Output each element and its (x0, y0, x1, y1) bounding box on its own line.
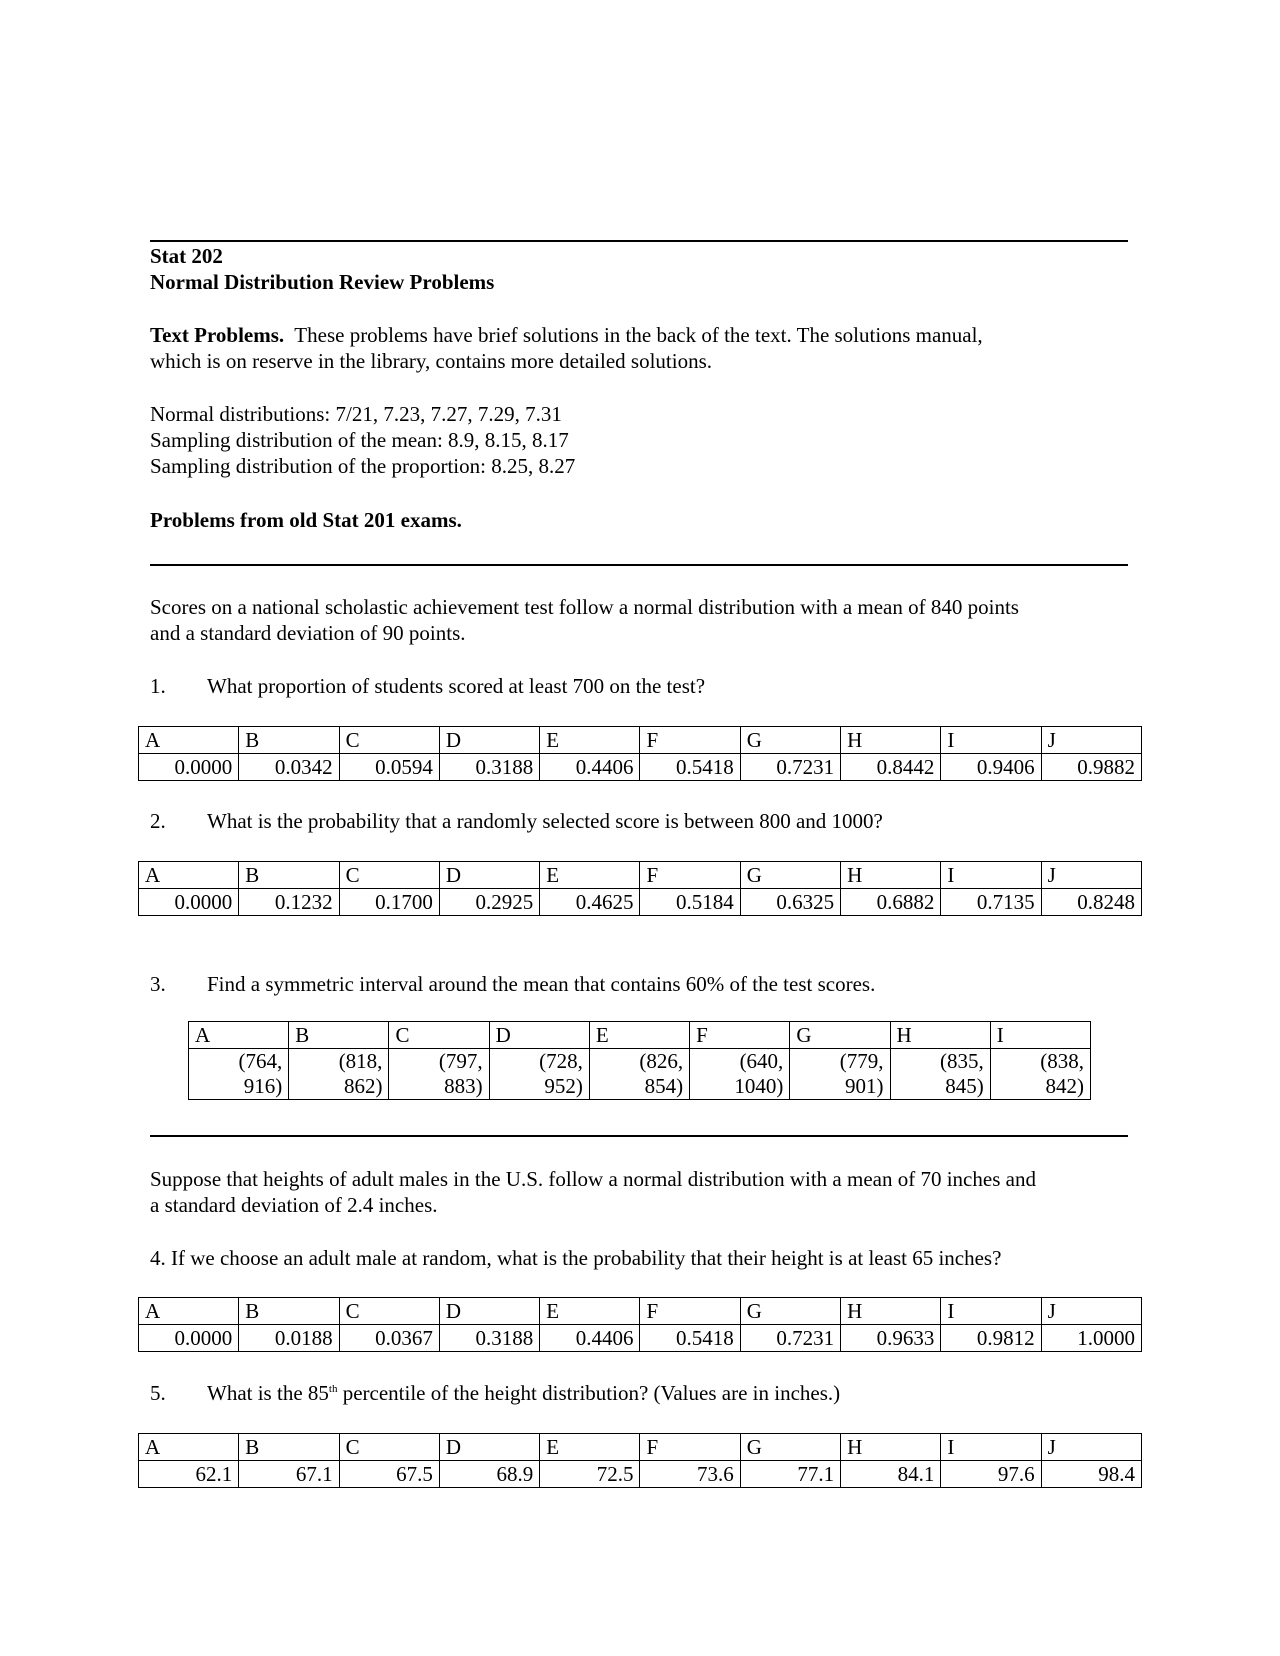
q2-option-f-value: 0.5184 (640, 889, 740, 916)
q2-option-g-label: G (740, 862, 840, 889)
q1-number: 1. (150, 674, 166, 698)
ref-sampling-proportion: Sampling distribution of the proportion: 8.25, 8.27 (150, 454, 576, 478)
q5-option-f-value: 73.6 (640, 1461, 740, 1488)
q1-option-a-value: 0.0000 (139, 754, 239, 781)
q5-option-e-value: 72.5 (540, 1461, 640, 1488)
q2-option-i-value: 0.7135 (941, 889, 1041, 916)
q3-option-f-value-top: (640, (739, 1049, 784, 1073)
q3-option-b-label: B (289, 1022, 389, 1049)
q5-option-a-value: 62.1 (139, 1461, 239, 1488)
ref-normal: Normal distributions: 7/21, 7.23, 7.27, 7.29, 7.31 (150, 402, 562, 426)
q1-option-d-value: 0.3188 (439, 754, 539, 781)
q1-option-h-label: H (841, 727, 941, 754)
q5-number: 5. (150, 1381, 166, 1405)
q2-option-c-value: 0.1700 (339, 889, 439, 916)
q3-option-b-value-top: (818, (338, 1049, 383, 1073)
q4-option-f-value: 0.5418 (640, 1325, 740, 1352)
q3-option-f-value (690, 1049, 790, 1100)
q5-value-row (139, 1461, 1142, 1488)
intro-line-2: which is on reserve in the library, contains more detailed solutions. (150, 349, 712, 373)
q4-answer-table (138, 1297, 1142, 1352)
q3-option-d-label: D (489, 1022, 589, 1049)
q2-option-c-label: C (339, 862, 439, 889)
q3-number: 3. (150, 972, 166, 996)
q3-option-b-value (289, 1049, 389, 1100)
q5-letter-row (139, 1434, 1142, 1461)
q3-option-b-value-bottom: 862) (343, 1074, 383, 1098)
q3-option-c-value-top: (797, (438, 1049, 483, 1073)
q3-option-g-value-bottom: 901) (845, 1074, 884, 1098)
q5-option-i-label: I (941, 1434, 1041, 1461)
q2-option-b-value: 0.1232 (239, 889, 339, 916)
old-exams-heading: Problems from old Stat 201 exams. (150, 508, 462, 532)
section-rule-1 (150, 564, 1128, 566)
q3-option-d-value-top: (728, (539, 1049, 583, 1073)
q4-option-b-label: B (239, 1298, 339, 1325)
q2-option-b-label: B (239, 862, 339, 889)
q1-option-b-label: B (239, 727, 339, 754)
q2-option-f-label: F (640, 862, 740, 889)
scenario1-line-2: and a standard deviation of 90 points. (150, 621, 466, 645)
q3-option-e-label: E (589, 1022, 689, 1049)
q3-option-d-value (489, 1049, 589, 1100)
q1-option-g-label: G (740, 727, 840, 754)
q5-option-c-value: 67.5 (339, 1461, 439, 1488)
q5-answer-table (138, 1433, 1142, 1488)
q2-option-a-value: 0.0000 (139, 889, 239, 916)
q3-option-a-value-top: (764, (238, 1049, 283, 1073)
q3-option-c-label: C (389, 1022, 489, 1049)
q3-letter-row (189, 1022, 1091, 1049)
q1-option-b-value: 0.0342 (239, 754, 339, 781)
q3-option-a-label: A (189, 1022, 289, 1049)
q3-option-h-value-top: (835, (940, 1049, 984, 1073)
q4-value-row (139, 1325, 1142, 1352)
q1-answer-table (138, 726, 1142, 781)
q5-option-d-value: 68.9 (439, 1461, 539, 1488)
q3-option-a-value (189, 1049, 289, 1100)
section-rule-2 (150, 1135, 1128, 1137)
q5-option-d-label: D (439, 1434, 539, 1461)
q3-option-h-label: H (890, 1022, 990, 1049)
q2-answer-table (138, 861, 1142, 916)
ref-sampling-mean: Sampling distribution of the mean: 8.9, 8.15, 8.17 (150, 428, 569, 452)
q1-value-row (139, 754, 1142, 781)
q2-value-row (139, 889, 1142, 916)
q1-option-f-label: F (640, 727, 740, 754)
q3-option-h-value (890, 1049, 990, 1100)
q4-option-e-value: 0.4406 (540, 1325, 640, 1352)
top-rule (150, 240, 1128, 242)
intro-text-1: These problems have brief solutions in the back of the text. The solutions manual, (294, 323, 983, 347)
q3-option-g-value-top: (779, (839, 1049, 884, 1073)
q5-option-g-label: G (740, 1434, 840, 1461)
q2-number: 2. (150, 809, 166, 833)
q1-text: What proportion of students scored at least 700 on the test? (207, 674, 706, 698)
q5-option-a-label: A (139, 1434, 239, 1461)
q4-option-h-value: 0.9633 (841, 1325, 941, 1352)
q1-option-g-value: 0.7231 (740, 754, 840, 781)
q5-text-pre: What is the 85 (207, 1381, 329, 1405)
q1-option-j-value: 0.9882 (1041, 754, 1141, 781)
q2-option-d-label: D (439, 862, 539, 889)
q4-option-c-label: C (339, 1298, 439, 1325)
q4-text: 4. If we choose an adult male at random, what is the probability that their height is at least 65 inches? (150, 1246, 1002, 1270)
q1-letter-row (139, 727, 1142, 754)
intro-line-1 (150, 322, 983, 348)
q3-option-f-label: F (690, 1022, 790, 1049)
q3-text: Find a symmetric interval around the mean that contains 60% of the test scores. (207, 972, 876, 996)
q2-option-j-label: J (1041, 862, 1141, 889)
q3-option-h-value-bottom: 845) (945, 1074, 984, 1098)
q3-option-d-value-bottom: 952) (544, 1074, 583, 1098)
q5-option-e-label: E (540, 1434, 640, 1461)
q1-option-i-label: I (941, 727, 1041, 754)
q5-option-b-value: 67.1 (239, 1461, 339, 1488)
q2-option-d-value: 0.2925 (439, 889, 539, 916)
q4-option-i-value: 0.9812 (941, 1325, 1041, 1352)
q4-option-a-value: 0.0000 (139, 1325, 239, 1352)
q4-option-f-label: F (640, 1298, 740, 1325)
q3-option-i-value-bottom: 842) (1045, 1074, 1084, 1098)
q5-text-post: percentile of the height distribution? (Values are in inches.) (337, 1381, 841, 1405)
q4-letter-row (139, 1298, 1142, 1325)
q4-option-d-label: D (439, 1298, 539, 1325)
q4-option-b-value: 0.0188 (239, 1325, 339, 1352)
q2-option-j-value: 0.8248 (1041, 889, 1141, 916)
q1-option-f-value: 0.5418 (640, 754, 740, 781)
scenario2-line-2: a standard deviation of 2.4 inches. (150, 1193, 438, 1217)
q3-option-g-label: G (790, 1022, 890, 1049)
q1-option-h-value: 0.8442 (841, 754, 941, 781)
q3-value-row (189, 1049, 1091, 1100)
q2-option-i-label: I (941, 862, 1041, 889)
q5-option-h-value: 84.1 (841, 1461, 941, 1488)
q3-option-f-value-bottom: 1040) (734, 1074, 784, 1098)
intro-label: Text Problems. (150, 323, 285, 347)
q3-option-a-value-bottom: 916) (243, 1074, 283, 1098)
q2-option-h-label: H (841, 862, 941, 889)
q5-option-c-label: C (339, 1434, 439, 1461)
q5-text-sup: th (328, 1383, 338, 1395)
q5-option-f-label: F (640, 1434, 740, 1461)
q1-option-e-value: 0.4406 (540, 754, 640, 781)
q3-option-i-value (990, 1049, 1090, 1100)
q4-option-j-value: 1.0000 (1041, 1325, 1141, 1352)
q5-option-b-label: B (239, 1434, 339, 1461)
scenario1-line-1: Scores on a national scholastic achievement test follow a normal distribution with a mean of 840 points (150, 595, 1019, 619)
q1-option-c-value: 0.0594 (339, 754, 439, 781)
q3-option-e-value (589, 1049, 689, 1100)
q1-option-i-value: 0.9406 (941, 754, 1041, 781)
q2-option-h-value: 0.6882 (841, 889, 941, 916)
q3-option-c-value (389, 1049, 489, 1100)
q5-text (207, 1380, 840, 1406)
scenario2-line-1: Suppose that heights of adult males in the U.S. follow a normal distribution with a mean of 70 inches and (150, 1167, 1036, 1191)
q4-option-j-label: J (1041, 1298, 1141, 1325)
q5-option-j-value: 98.4 (1041, 1461, 1141, 1488)
q4-option-g-value: 0.7231 (740, 1325, 840, 1352)
q2-option-g-value: 0.6325 (740, 889, 840, 916)
q3-option-c-value-bottom: 883) (444, 1074, 483, 1098)
q3-option-i-value-top: (838, (1040, 1049, 1084, 1073)
q2-option-e-value: 0.4625 (540, 889, 640, 916)
q2-option-a-label: A (139, 862, 239, 889)
q3-option-e-value-bottom: 854) (644, 1074, 684, 1098)
q4-option-e-label: E (540, 1298, 640, 1325)
q3-option-i-label: I (990, 1022, 1090, 1049)
q2-letter-row (139, 862, 1142, 889)
q1-option-d-label: D (439, 727, 539, 754)
q4-option-d-value: 0.3188 (439, 1325, 539, 1352)
q2-option-e-label: E (540, 862, 640, 889)
q5-option-g-value: 77.1 (740, 1461, 840, 1488)
q5-option-j-label: J (1041, 1434, 1141, 1461)
q3-option-e-value-top: (826, (639, 1049, 684, 1073)
q3-answer-table (188, 1021, 1091, 1100)
q4-option-i-label: I (941, 1298, 1041, 1325)
q1-option-c-label: C (339, 727, 439, 754)
q4-option-a-label: A (139, 1298, 239, 1325)
q3-option-g-value (790, 1049, 890, 1100)
q4-option-h-label: H (841, 1298, 941, 1325)
q1-option-a-label: A (139, 727, 239, 754)
q2-text: What is the probability that a randomly selected score is between 800 and 1000? (207, 809, 883, 833)
course-title: Stat 202 (150, 244, 223, 268)
page-title: Normal Distribution Review Problems (150, 270, 495, 294)
q4-option-c-value: 0.0367 (339, 1325, 439, 1352)
q1-option-j-label: J (1041, 727, 1141, 754)
q5-option-h-label: H (841, 1434, 941, 1461)
q4-option-g-label: G (740, 1298, 840, 1325)
q5-option-i-value: 97.6 (941, 1461, 1041, 1488)
q1-option-e-label: E (540, 727, 640, 754)
